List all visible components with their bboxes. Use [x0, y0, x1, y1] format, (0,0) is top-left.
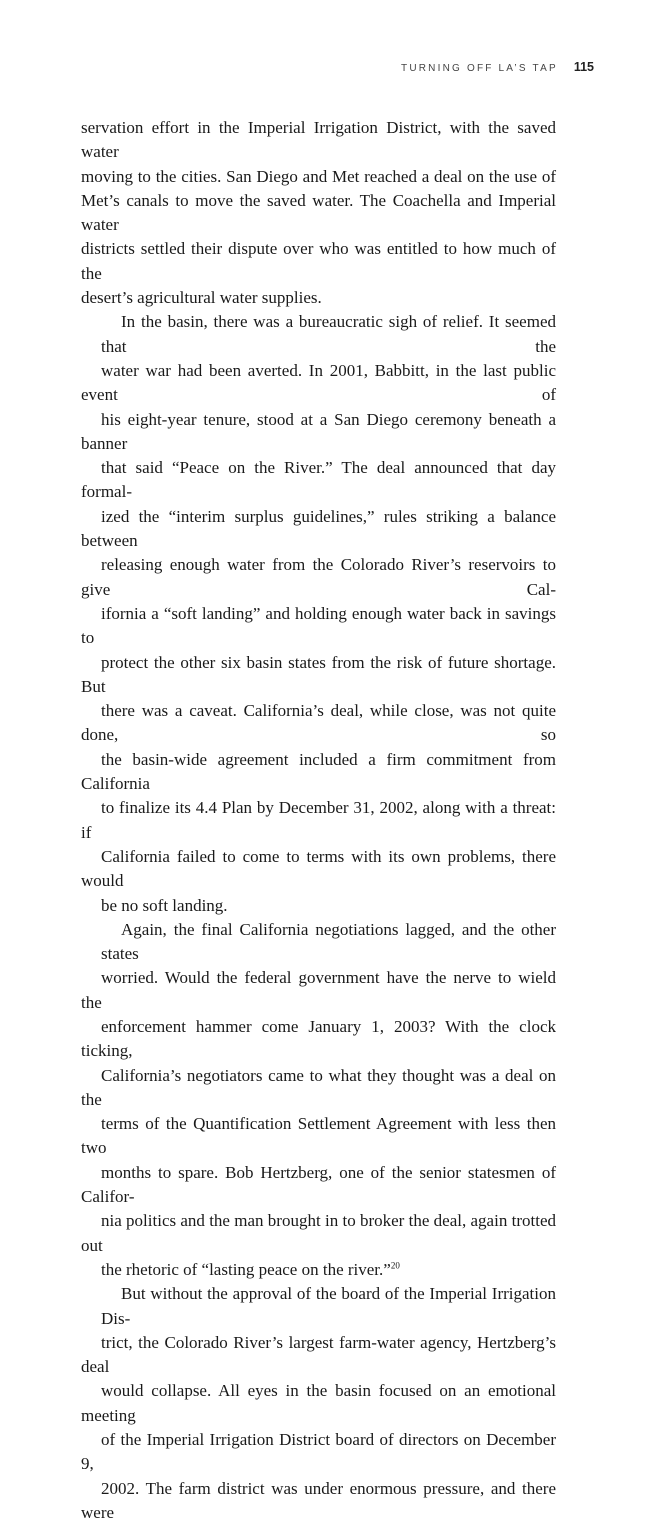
page-number: 115	[573, 60, 594, 74]
text-line: be no soft landing.	[101, 895, 228, 915]
text-line: his eight-year tenure, stood at a San Diego ceremony beneath a banner	[81, 409, 556, 453]
text-line: worried. Would the federal government have the nerve to wield the	[81, 968, 556, 1012]
text-line: But without the approval of the board of the Imperial Irrigation Dis-	[101, 1284, 556, 1328]
text-line: that said “Peace on the River.” The deal announced that day formal-	[81, 458, 556, 502]
text-line: would collapse. All eyes in the basin focused on an emotional meeting	[81, 1381, 556, 1425]
text-line: In the basin, there was a bureaucratic sigh of relief. It seemed that the	[101, 312, 556, 356]
text-line: of the Imperial Irrigation District board of directors on December 9,	[81, 1430, 556, 1474]
text-line: enforcement hammer come January 1, 2003? With the clock ticking,	[81, 1016, 556, 1061]
text-line: districts settled their dispute over who was entitled to how much of the	[81, 239, 556, 283]
paragraph-4	[81, 1282, 556, 1525]
text-line: there was a caveat. California’s deal, while close, was not quite done, so	[81, 701, 556, 745]
text-line: ized the “interim surplus guidelines,” rules striking a balance between	[81, 506, 556, 551]
text-line: water war had been averted. In 2001, Babbitt, in the last public event of	[81, 360, 556, 405]
text-line: ifornia a “soft landing” and holding enough water back in savings to	[81, 603, 556, 648]
text-line: California failed to come to terms with its own problems, there would	[81, 846, 556, 891]
text-line: Met’s canals to move the saved water. The Coachella and Imperial water	[81, 190, 556, 235]
text-line: moving to the cities. San Diego and Met reached a deal on the use of	[81, 166, 556, 186]
text-line: trict, the Colorado River’s largest farm-water agency, Hertzberg’s deal	[81, 1332, 556, 1377]
text-line: Again, the final California negotiations lagged, and the other states	[101, 919, 556, 964]
running-title: TURNING OFF LA’S TAP	[401, 63, 558, 74]
text-line: desert’s agricultural water supplies.	[81, 288, 322, 308]
footnote-reference: 20	[390, 1260, 400, 1271]
text-line: months to spare. Bob Hertzberg, one of the senior statesmen of Califor-	[81, 1162, 556, 1207]
text-line: California’s negotiators came to what they thought was a deal on the	[81, 1065, 556, 1109]
text-line: servation effort in the Imperial Irrigation District, with the saved water	[81, 118, 556, 162]
body-text	[81, 116, 556, 1525]
text-line: the basin-wide agreement included a firm commitment from California	[81, 749, 556, 794]
text-line: 2002. The farm district was under enormous pressure, and there were	[81, 1478, 556, 1522]
paragraph-2	[81, 310, 556, 917]
text-line: protect the other six basin states from the risk of future shortage. But	[81, 652, 556, 696]
text-line: terms of the Quantification Settlement Agreement with less then two	[81, 1114, 556, 1158]
running-head	[401, 60, 594, 74]
text-line: releasing enough water from the Colorado River’s reservoirs to give Cal-	[81, 555, 556, 599]
text-line: to finalize its 4.4 Plan by December 31, 2002, along with a threat: if	[81, 798, 556, 842]
paragraph-1	[81, 116, 556, 310]
text-line: nia politics and the man brought in to broker the deal, again trotted out	[81, 1211, 556, 1255]
text-line	[81, 1258, 556, 1282]
text-line-content: the rhetoric of “lasting peace on the river.”	[101, 1259, 391, 1279]
paragraph-3	[81, 918, 556, 1282]
